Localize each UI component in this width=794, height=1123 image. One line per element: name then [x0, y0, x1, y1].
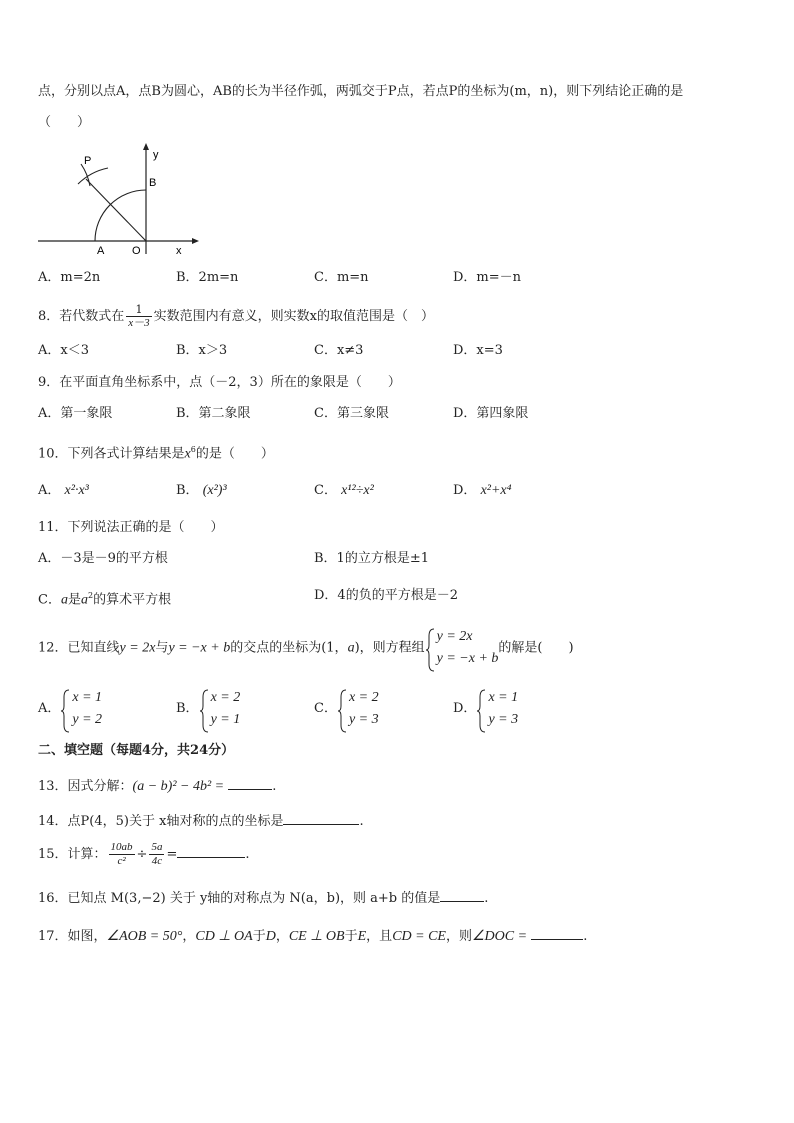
q12-stem	[38, 626, 574, 671]
q17-c2: ，	[275, 929, 289, 944]
q10-b-expr: (x²)³	[202, 483, 227, 498]
q12-mid3: )，则方程组	[354, 640, 425, 656]
q17-c4: ，则	[445, 929, 472, 944]
q15-f2-den: 4c	[151, 855, 163, 867]
q15	[38, 838, 250, 872]
q12-d-row1: x = 1	[488, 690, 519, 705]
q16-answer-blank[interactable]	[440, 887, 484, 902]
q8-frac-num: 1	[126, 303, 151, 317]
q14-text: 14．点P(4，5)关于 x轴对称的点的坐标是	[38, 814, 284, 829]
q15-end: .	[245, 847, 250, 862]
q10-option-a	[38, 481, 89, 501]
q17-perp2: CE ⊥ OB	[288, 929, 345, 944]
q15-f1-den: c²	[117, 855, 126, 867]
q12-prefix: 12．已知直线	[38, 640, 120, 656]
q13-prefix: 13．因式分解：	[38, 779, 133, 794]
q12-option-c	[314, 687, 379, 731]
q17-c1: ，	[182, 929, 196, 944]
line-op	[86, 179, 146, 241]
q10-exp: 6	[190, 445, 196, 454]
q12-d-label: D．	[453, 701, 477, 716]
label-b: B	[149, 177, 157, 189]
section-2-title: 二、填空题（每题4分，共24分）	[38, 743, 235, 758]
label-x: x	[176, 245, 182, 257]
q15-f2-num: 5a	[151, 841, 163, 853]
q12-option-b	[176, 687, 240, 731]
q13-end: .	[272, 779, 277, 794]
q12-c-system	[337, 687, 379, 731]
q12-line1: y = 2x	[119, 640, 156, 656]
q12-b-row2: y = 1	[210, 712, 241, 727]
q10-option-b	[176, 481, 227, 501]
q8-prefix: 8．若代数式在	[38, 309, 125, 324]
label-p: P	[84, 155, 92, 167]
q17-d: D	[265, 929, 276, 944]
q10-var: x	[184, 446, 191, 462]
q11-c-mid: 是	[67, 592, 81, 608]
q12-mid2: 的交点的坐标为(1，	[230, 640, 348, 656]
q12-sys-row1: y = 2x	[436, 629, 473, 644]
q12-option-a	[38, 687, 102, 731]
q12-a-system	[60, 687, 102, 731]
q7-option-a: A．m=2n	[38, 270, 101, 285]
q8-option-d: D．x=3	[453, 343, 503, 358]
q12-a-row2: y = 2	[72, 712, 103, 727]
q7-option-c: C．m=n	[314, 270, 369, 285]
q15-frac2	[149, 841, 164, 868]
label-y: y	[153, 149, 159, 161]
q12-suffix: 的解是( )	[498, 640, 574, 656]
q13-expr: (a − b)² − 4b² =	[132, 779, 225, 794]
q12-mid1: 与	[155, 640, 169, 656]
q7-figure	[36, 142, 201, 257]
q16-end: .	[484, 891, 489, 906]
q15-op: ÷	[136, 847, 148, 862]
q11-c-sq: a	[80, 592, 88, 608]
q13-answer-blank[interactable]	[228, 775, 272, 790]
q11-c-suffix: 的算术平方根	[93, 592, 172, 608]
q10-c-expr: x¹²÷x²	[341, 483, 374, 498]
q14-end: .	[359, 814, 364, 829]
q11-c-label: C．	[38, 592, 61, 608]
q11-stem: 11．下列说法正确的是（ ）	[38, 520, 224, 535]
q10-option-c	[314, 481, 374, 501]
q17-angle: ∠AOB = 50°	[106, 929, 183, 944]
q9-option-a: A．第一象限	[38, 406, 113, 421]
q8-suffix: 实数范围内有意义，则实数x的取值范围是（ ）	[153, 309, 435, 324]
q12-brace	[425, 628, 435, 672]
q7-option-d: D．m=－n	[453, 270, 522, 285]
arc-near-p-2	[78, 168, 108, 184]
q10-d-expr: x²+x⁴	[480, 483, 512, 498]
q12-option-d	[453, 687, 518, 731]
q17-at2: 于	[344, 929, 358, 944]
q10-c-label: C．	[314, 483, 337, 498]
q9-option-d: D．第四象限	[453, 406, 529, 421]
y-axis-arrow	[143, 143, 149, 150]
q8-option-c: C．x≠3	[314, 343, 364, 358]
q7-stem: 点，分别以点A，点B为圆心，AB的长为半径作弧，两弧交于P点，若点P的坐标为(m，n)，则下列结论正确的是	[38, 84, 684, 99]
q9-option-c: C．第三象限	[314, 406, 389, 421]
q10-b-label: B．	[176, 483, 199, 498]
q14	[38, 810, 364, 832]
q12-a-label: A．	[38, 701, 61, 716]
q16	[38, 887, 488, 909]
q12-a-var: a	[347, 640, 355, 656]
q17-at1: 于	[252, 929, 266, 944]
q12-a-brace	[60, 689, 70, 733]
q10-a-label: A．	[38, 483, 61, 498]
q10-stem	[38, 440, 274, 464]
q9-option-b: B．第二象限	[176, 406, 251, 421]
q12-a-row1: x = 1	[72, 690, 103, 705]
q12-d-brace	[476, 689, 486, 733]
q15-f1-num: 10ab	[110, 841, 133, 853]
q17-e: E	[357, 929, 367, 944]
q11-option-a: A．－3是－9的平方根	[38, 551, 168, 566]
q12-c-row2: y = 3	[348, 712, 379, 727]
q15-answer-blank[interactable]	[177, 843, 245, 858]
q17-prefix: 17．如图，	[38, 929, 107, 944]
q12-system	[425, 626, 499, 670]
q8-frac-den: x－3	[128, 317, 150, 329]
q10-a-expr: x²·x³	[64, 483, 89, 498]
x-axis-arrow	[192, 238, 199, 244]
q14-answer-blank[interactable]	[283, 810, 359, 825]
q11-c-var: a	[60, 592, 68, 608]
q8-option-a: A．x＜3	[38, 343, 89, 358]
q12-b-row1: x = 2	[210, 690, 241, 705]
q12-d-row2: y = 3	[488, 712, 519, 727]
q17	[38, 925, 587, 947]
q10-suffix: 的是（ ）	[195, 446, 274, 462]
q7-option-b: B．2m=n	[176, 270, 239, 285]
q17-end: .	[583, 929, 588, 944]
label-a: A	[97, 245, 105, 257]
q10-d-label: D．	[453, 483, 477, 498]
q13	[38, 775, 276, 797]
q17-ask: ∠DOC =	[472, 929, 528, 944]
q17-c3: ，且	[366, 929, 393, 944]
q12-sys-row2: y = −x + b	[436, 651, 499, 666]
q8-option-b: B．x＞3	[176, 343, 228, 358]
q15-eq: =	[166, 847, 178, 862]
q12-b-system	[199, 687, 241, 731]
q8-stem	[38, 303, 434, 330]
q12-c-brace	[337, 689, 347, 733]
q11-option-b: B．1的立方根是±1	[314, 551, 429, 566]
label-o: O	[132, 245, 141, 257]
q8-fraction	[126, 303, 151, 330]
q16-text: 16．已知点 M(3,−2) 关于 y轴的对称点为 N(a，b)，则 a+b 的值是	[38, 891, 441, 906]
q7-paren: （ ）	[38, 115, 91, 130]
q12-c-row1: x = 2	[348, 690, 379, 705]
q9-stem: 9．在平面直角坐标系中，点（－2，3）所在的象限是（ ）	[38, 375, 401, 390]
q11-option-c: C．a是$a^2$的算术平方根	[38, 591, 172, 608]
q15-frac1	[109, 841, 135, 868]
q17-eq: CD = CE	[392, 929, 446, 944]
q17-perp1: CD ⊥ OA	[195, 929, 253, 944]
q15-prefix: 15．计算：	[38, 847, 107, 862]
q12-c-label: C．	[314, 701, 337, 716]
q12-b-label: B．	[176, 701, 199, 716]
q12-b-brace	[199, 689, 209, 733]
q11-option-d: D．4的负的平方根是－2	[314, 588, 458, 603]
q10-option-d	[453, 481, 512, 501]
q17-answer-blank[interactable]	[531, 925, 583, 940]
q10-prefix: 10．下列各式计算结果是	[38, 446, 185, 462]
q12-line2: y = −x + b	[168, 640, 231, 656]
q12-d-system	[476, 687, 518, 731]
